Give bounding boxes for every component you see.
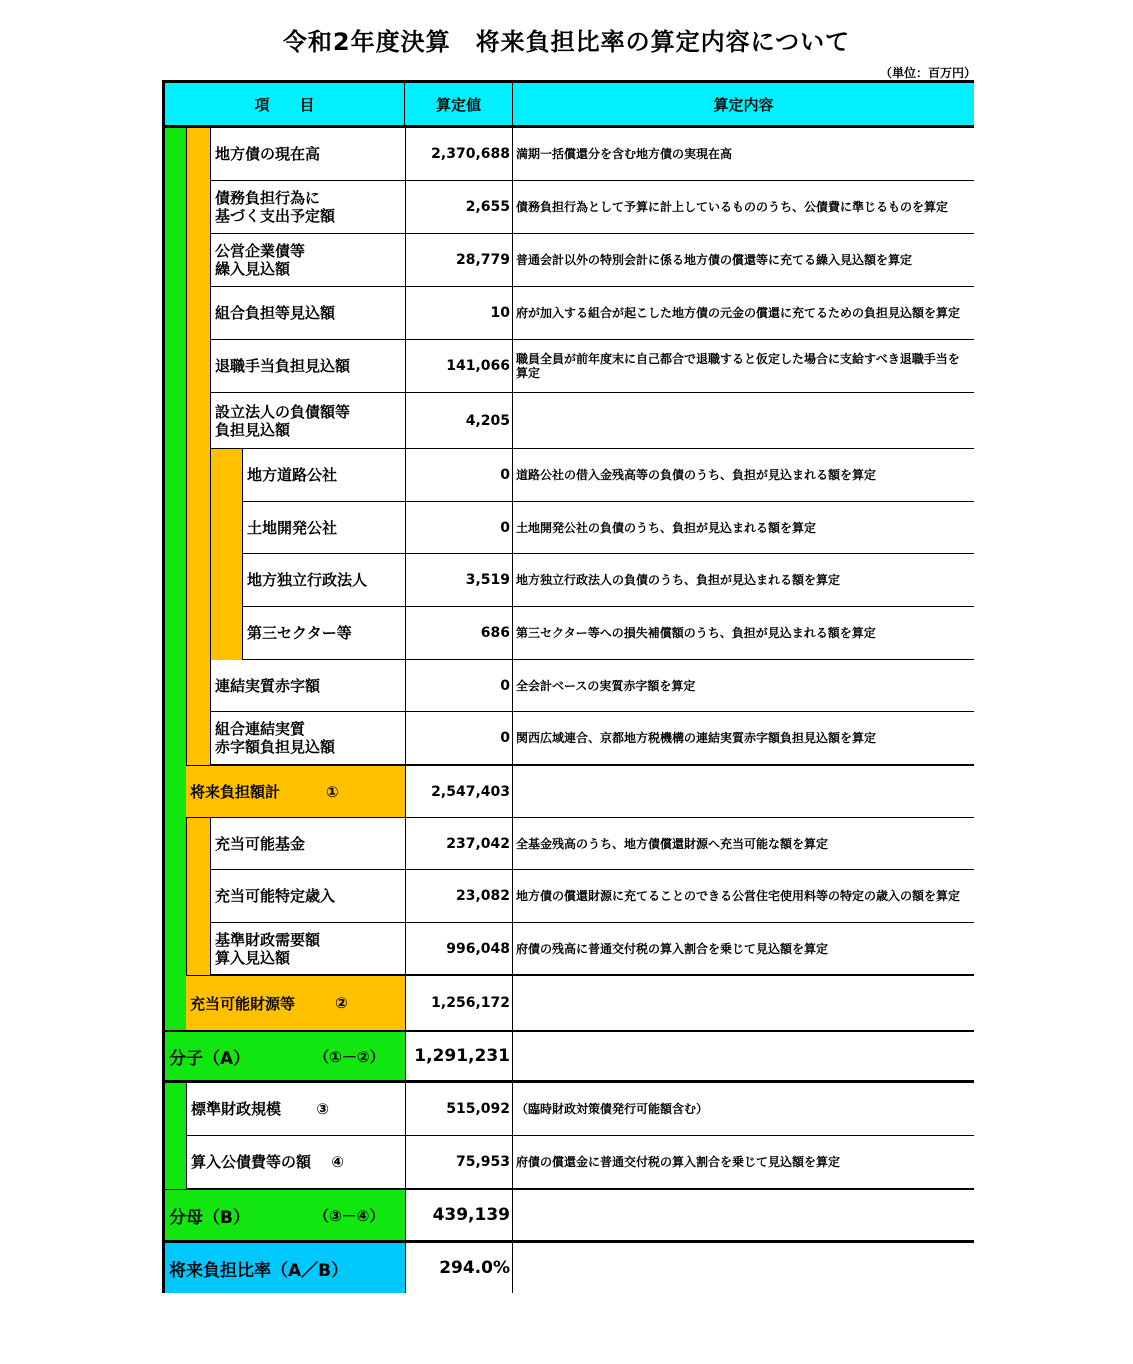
numerator-text: 分子（A） (169, 1048, 251, 1069)
row-description: 全会計ベースの実質赤字額を算定 (513, 660, 974, 712)
row-description: 債務負担行為として予算に計上しているもののうち、公債費に準じるものを算定 (513, 181, 974, 234)
row-description: 地方債の償還財源に充てることのできる公営住宅使用料等の特定の歳入の額を算定 (513, 870, 974, 923)
row-description: 道路公社の借入金残高等の負債のうち、負担が見込まれる額を算定 (513, 449, 974, 502)
denominator-label (165, 1189, 405, 1243)
row-value: 996,048 (405, 923, 513, 975)
row-label: 公営企業債等 繰入見込額 (210, 234, 405, 287)
row-label: 算入公債費等の額 ④ (186, 1136, 405, 1189)
denominator-formula: （③－④） (313, 1206, 385, 1225)
row-label: 標準財政規模 ③ (186, 1083, 405, 1136)
row-description (513, 393, 974, 449)
row-label: 地方債の現在高 (210, 128, 405, 181)
ratio-value: 294.0% (405, 1243, 513, 1293)
row-description: （臨時財政対策債発行可能額含む） (513, 1083, 974, 1136)
row-label: 地方道路公社 (242, 449, 405, 502)
row-label: 設立法人の負債額等 負担見込額 (210, 393, 405, 449)
row-value: 10 (405, 287, 513, 340)
row-label: 充当可能特定歳入 (210, 870, 405, 923)
ratio-label: 将来負担比率（A／B） (165, 1243, 405, 1293)
row-value: 0 (405, 712, 513, 765)
header-value: 算定値 (405, 83, 513, 128)
corporation-bar (210, 448, 242, 660)
row-label: 連結実質赤字額 (210, 660, 405, 712)
row-description: 普通会計以外の特別会計に係る地方債の償還等に充てる繰入見込額を算定 (513, 234, 974, 287)
row-description: 全基金残高のうち、地方債償還財源へ充当可能な額を算定 (513, 818, 974, 870)
future-total-mark: ① (326, 782, 339, 801)
resources-label (186, 975, 405, 1030)
resources-value: 1,256,172 (405, 975, 513, 1030)
row-value: 2,370,688 (405, 128, 513, 181)
row-label: 土地開発公社 (242, 502, 405, 554)
row-description: 地方独立行政法人の負債のうち、負担が見込まれる額を算定 (513, 554, 974, 607)
row-value: 0 (405, 660, 513, 712)
row-description: 職員全員が前年度末に自己都合で退職すると仮定した場合に支給すべき退職手当を算定 (513, 340, 974, 393)
row-label: 債務負担行為に 基づく支出予定額 (210, 181, 405, 234)
resources-bar (186, 818, 210, 978)
future-burden-bar (186, 128, 210, 768)
resources-desc (513, 975, 974, 1030)
denominator-desc (513, 1189, 974, 1243)
row-value: 0 (405, 449, 513, 502)
ratio-desc (513, 1243, 974, 1293)
row-label: 第三セクター等 (242, 607, 405, 660)
future-total-label (186, 765, 405, 818)
page-title: 令和2年度決算 将来負担比率の算定内容について (282, 28, 851, 56)
resources-mark: ② (335, 994, 348, 1012)
row-value: 3,519 (405, 554, 513, 607)
row-label: 地方独立行政法人 (242, 554, 405, 607)
row-label: 退職手当負担見込額 (210, 340, 405, 393)
calculation-table (162, 80, 974, 1293)
row-label: 組合負担等見込額 (210, 287, 405, 340)
numerator-formula: （①－②） (314, 1047, 385, 1066)
header-content: 算定内容 (513, 83, 974, 128)
row-value: 2,655 (405, 181, 513, 234)
row-description: 第三セクター等への損失補償額のうち、負担が見込まれる額を算定 (513, 607, 974, 660)
unit-note: （単位：百万円） (880, 66, 977, 80)
numerator-value: 1,291,231 (405, 1030, 513, 1083)
numerator-desc (513, 1030, 974, 1083)
numerator-label (165, 1030, 405, 1083)
row-value: 28,779 (405, 234, 513, 287)
row-value: 686 (405, 607, 513, 660)
row-label: 基準財政需要額 算入見込額 (210, 923, 405, 975)
resources-text: 充当可能財源等 (190, 994, 296, 1013)
header-item: 項 目 (165, 83, 405, 128)
future-total-value: 2,547,403 (405, 765, 513, 818)
row-value: 75,953 (405, 1136, 513, 1189)
numerator-bar (165, 128, 186, 1083)
row-value: 4,205 (405, 393, 513, 449)
row-value: 515,092 (405, 1083, 513, 1136)
row-value: 0 (405, 502, 513, 554)
row-description: 府債の残高に普通交付税の算入割合を乗じて見込額を算定 (513, 923, 974, 975)
row-description: 府債の償還金に普通交付税の算入割合を乗じて見込額を算定 (513, 1136, 974, 1189)
row-label: 充当可能基金 (210, 818, 405, 870)
row-description: 満期一括償還分を含む地方債の実現在高 (513, 128, 974, 181)
row-description: 関西広域連合、京都地方税機構の連結実質赤字額負担見込額を算定 (513, 712, 974, 765)
future-total-text: 将来負担額計 (190, 783, 281, 801)
row-value: 23,082 (405, 870, 513, 923)
row-value: 237,042 (405, 818, 513, 870)
denominator-text: 分母（B） (169, 1207, 250, 1228)
row-value: 141,066 (405, 340, 513, 393)
row-description: 土地開発公社の負債のうち、負担が見込まれる額を算定 (513, 502, 974, 554)
row-description: 府が加入する組合が起こした地方債の元金の償還に充てるための負担見込額を算定 (513, 287, 974, 340)
future-total-desc (513, 765, 974, 818)
row-label: 組合連結実質 赤字額負担見込額 (210, 712, 405, 765)
denominator-value: 439,139 (405, 1189, 513, 1243)
